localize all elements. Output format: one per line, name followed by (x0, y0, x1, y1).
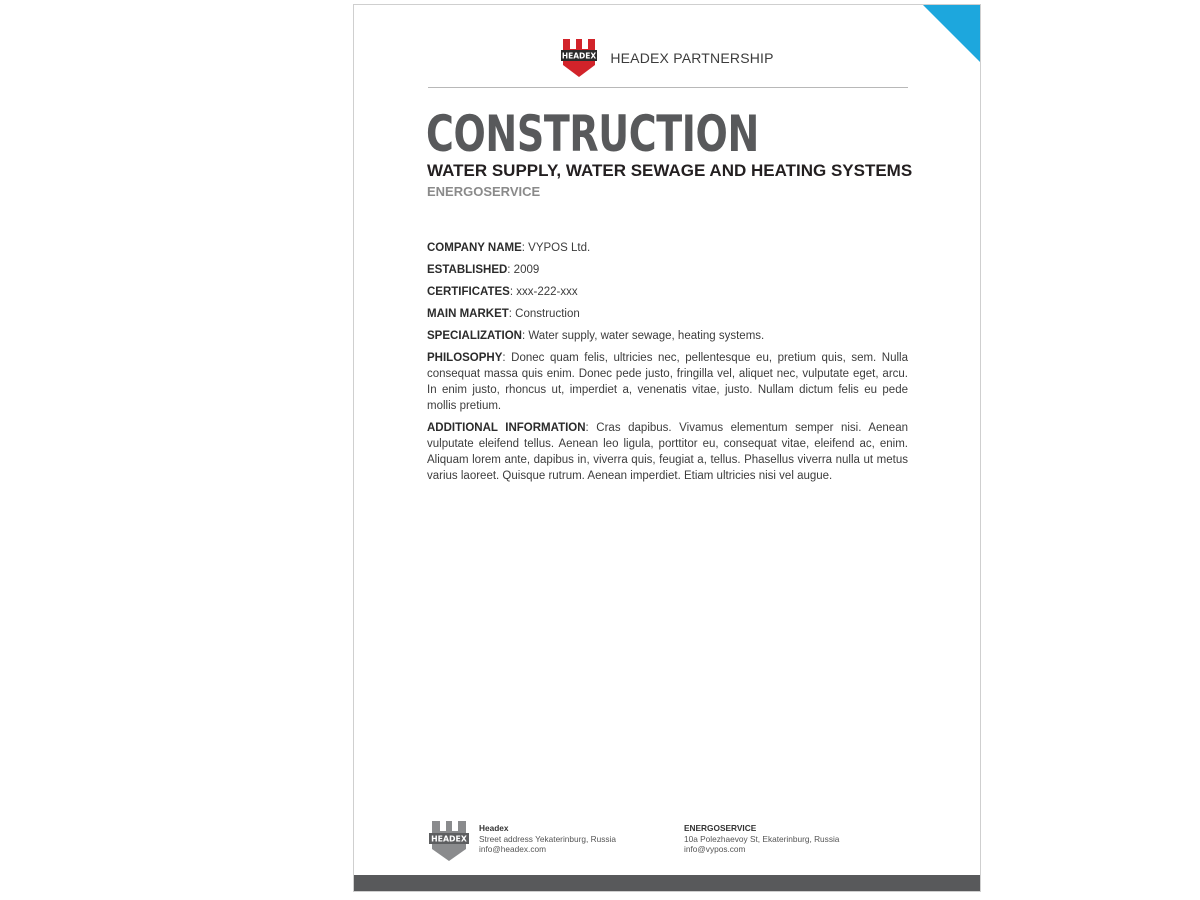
footer-company-name: Headex (479, 823, 509, 833)
document-page (353, 4, 981, 892)
headex-logo-icon (560, 37, 598, 79)
detail-value: : VYPOS Ltd. (521, 242, 591, 254)
detail-label: MAIN MARKET (427, 308, 509, 320)
detail-label: ADDITIONAL INFORMATION (427, 422, 586, 434)
footer-address: 10a Polezhaevoy St, Ekaterinburg, Russia (684, 833, 840, 844)
detail-value: : Construction (508, 308, 580, 320)
page-footer (428, 819, 928, 865)
detail-value: : Cras dapibus. Vivamus elementum semper nisi. Aenean vulputate eleifend tellus. Aenean leo ligula, porttitor eu, consequat vitae, eleifend ac, enim. Aliquam lorem ante, dapibus in, viverra quis, feugiat a, tellus. Phasellus viverra nulla ut metus varius laoreet. Quisque rutrum. Aenean imperdiet. Etiam ultricies nisi vel augue. (427, 422, 908, 482)
detail-label: PHILOSOPHY (427, 352, 503, 364)
header-divider (428, 87, 908, 88)
company-tag: ENERGOSERVICE (427, 184, 541, 199)
svg-text:HEADEX: HEADEX (562, 51, 597, 61)
detail-main-market (427, 306, 908, 322)
page-subtitle: WATER SUPPLY, WATER SEWAGE AND HEATING SYSTEMS (427, 161, 913, 180)
footer-email[interactable]: info@headex.com (479, 844, 546, 854)
footer-contact-energoservice (684, 823, 839, 855)
footer-company-name: ENERGOSERVICE (684, 823, 757, 833)
detail-value: : Donec quam felis, ultricies nec, pellentesque eu, pretium quis, sem. Nulla consequat massa quis enim. Donec pede justo, fringilla vel, aliquet nec, vulputate eget, arcu. In enim justo, rhoncus ut, imperdiet a, venenatis vitae, justo. Nullam dictum felis eu pede mollis pretium. (427, 352, 908, 412)
detail-additional-information (427, 420, 908, 484)
footer-contact-headex (479, 823, 616, 855)
detail-label: COMPANY NAME (427, 242, 522, 254)
footer-address: Street address Yekaterinburg, Russia (479, 833, 616, 844)
detail-value: : Water supply, water sewage, heating systems. (521, 330, 765, 342)
detail-label: ESTABLISHED (427, 264, 508, 276)
footer-email[interactable]: info@vypos.com (684, 844, 746, 854)
detail-established (427, 262, 908, 278)
company-details (427, 240, 908, 490)
detail-value: : 2009 (507, 264, 540, 276)
headex-footer-logo-icon (428, 819, 470, 863)
detail-label: SPECIALIZATION (427, 330, 522, 342)
detail-certificates (427, 284, 908, 300)
detail-label: CERTIFICATES (427, 286, 510, 298)
bottom-bar (354, 875, 980, 891)
detail-philosophy (427, 350, 908, 414)
svg-text:HEADEX: HEADEX (431, 834, 467, 844)
detail-company-name (427, 240, 908, 256)
detail-value: : xxx-222-xxx (509, 286, 578, 298)
brand-name: HEADEX PARTNERSHIP (610, 50, 774, 66)
page-title: CONSTRUCTION (426, 105, 759, 163)
page-header (354, 35, 980, 81)
detail-specialization (427, 328, 908, 344)
